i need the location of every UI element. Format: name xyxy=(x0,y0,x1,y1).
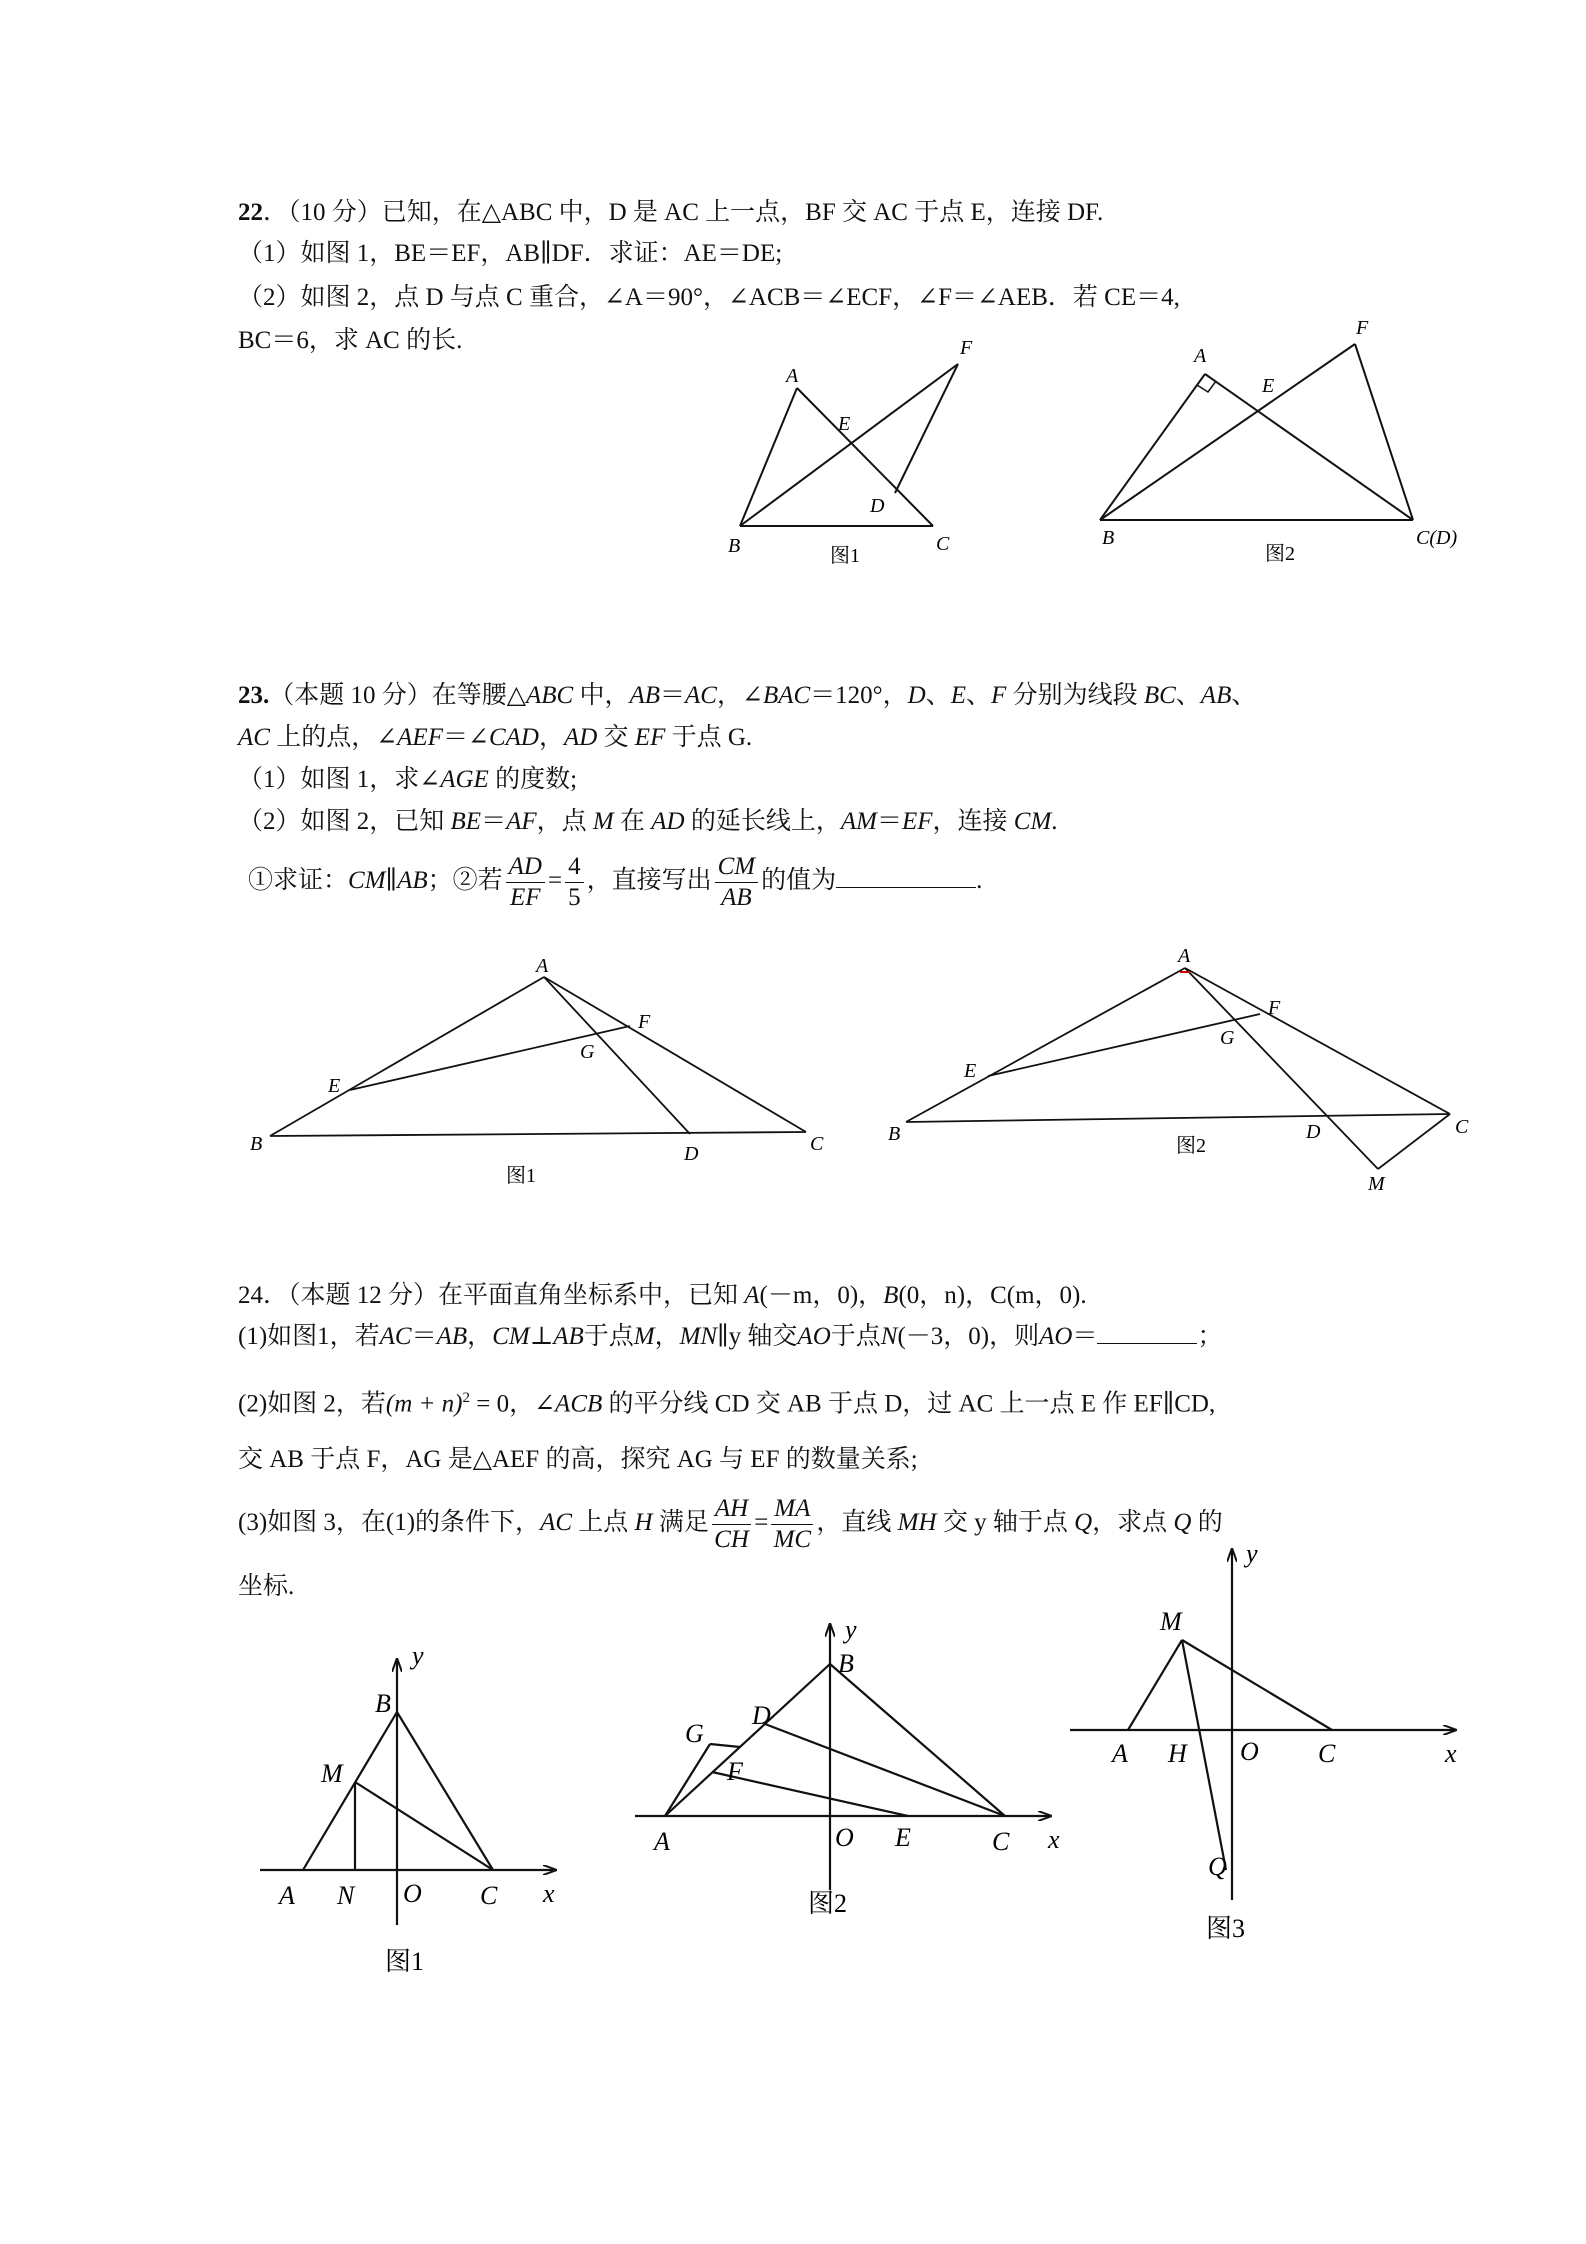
point-B: B xyxy=(838,1649,854,1678)
point-C: C xyxy=(1455,1116,1469,1138)
figure-caption: 图2 xyxy=(808,1889,848,1918)
point-H: H xyxy=(1168,1739,1187,1768)
origin-O: O xyxy=(835,1823,854,1852)
point-E: E xyxy=(1262,375,1275,397)
answer-blank[interactable] xyxy=(836,887,976,888)
point-B: B xyxy=(888,1123,901,1145)
fraction-4-5: $\frac{4}{5}$ xyxy=(565,852,584,913)
point-A: A xyxy=(1194,345,1207,367)
axis-y-label: y xyxy=(412,1641,424,1670)
point-C: C xyxy=(992,1827,1010,1856)
q23-line2: AC 上的点，∠AEF＝∠CAD，AD 交 EF 于点 G. xyxy=(238,724,753,751)
point-C: C xyxy=(1318,1739,1336,1768)
figure-caption: 图1 xyxy=(830,545,860,567)
point-A: A xyxy=(1178,945,1191,967)
q24-heading: 24．（本题 12 分）在平面直角坐标系中，已知 A(－m，0)，B(0，n)，C(m，0). xyxy=(238,1282,1087,1309)
point-C: C xyxy=(480,1881,498,1910)
q23-part1: （1）如图 1，求∠AGE 的度数; xyxy=(238,766,578,793)
point-A: A xyxy=(654,1827,670,1856)
point-D: D xyxy=(870,495,885,517)
q23-part2-subquestions: ①求证：CM∥AB；②若 $\frac{AD}{EF}$ = $\frac{4}{5}$ ，直接写出 $\frac{CM}{AB}$ 的值为 . xyxy=(248,852,983,911)
q24-part2: (2)如图 2，若$(m + n)^2 = 0$，∠ACB 的平分线 CD 交 AB 于点 D，过 AC 上一点 E 作 EF∥CD, xyxy=(238,1390,1216,1418)
fraction-ad-ef: $\frac{AD}{EF}$ xyxy=(506,852,545,913)
axis-x-label: x xyxy=(1048,1825,1060,1854)
point-B: B xyxy=(375,1689,391,1718)
q24-figure-3 xyxy=(1060,1530,1460,1955)
figure-caption: 图2 xyxy=(1265,543,1295,565)
fraction-ah-ch: $\frac{AH}{CH}$ xyxy=(712,1494,751,1555)
fraction-ma-mc: $\frac{MA}{MC}$ xyxy=(771,1494,813,1555)
q23-figure-2 xyxy=(880,940,1500,1205)
point-D: D xyxy=(752,1701,771,1730)
figure-caption: 图2 xyxy=(1176,1135,1206,1157)
point-B: B xyxy=(1102,527,1115,549)
q24-figure-1 xyxy=(255,1640,575,1995)
origin-O: O xyxy=(403,1879,422,1908)
q22-part1: （1）如图 1，BE＝EF，AB∥DF．求证：AE＝DE; xyxy=(238,240,783,267)
axis-x-label: x xyxy=(543,1879,555,1908)
point-M: M xyxy=(321,1759,343,1788)
point-E: E xyxy=(964,1060,977,1082)
point-B: B xyxy=(250,1133,263,1155)
point-F: F xyxy=(1268,997,1281,1019)
point-N: N xyxy=(337,1881,355,1910)
point-M: M xyxy=(1368,1173,1385,1195)
q22-figure-2 xyxy=(1080,310,1480,575)
point-A: A xyxy=(536,955,549,977)
origin-O: O xyxy=(1240,1737,1259,1766)
fraction-cm-ab: $\frac{CM}{AB}$ xyxy=(715,852,759,913)
q24-part3-cont: 坐标. xyxy=(238,1573,295,1600)
point-G: G xyxy=(580,1041,595,1063)
point-F: F xyxy=(727,1757,743,1786)
point-F: F xyxy=(1356,317,1369,339)
axis-x-label: x xyxy=(1445,1739,1457,1768)
axis-y-label: y xyxy=(1246,1539,1258,1568)
q22-figure-1 xyxy=(720,330,980,585)
point-A: A xyxy=(1112,1739,1128,1768)
point-F: F xyxy=(960,337,973,359)
point-Q: Q xyxy=(1208,1852,1227,1881)
q22-part2-cont: BC＝6，求 AC 的长. xyxy=(238,327,463,354)
point-C: C xyxy=(810,1133,824,1155)
point-E: E xyxy=(328,1075,341,1097)
point-A: A xyxy=(786,365,799,387)
q23-heading: 23.（本题 10 分）在等腰△ABC 中，AB＝AC，∠BAC＝120°，D、E、F 分别为线段 BC、AB、 xyxy=(238,682,1257,709)
q23-figure-1 xyxy=(240,950,860,1195)
point-D: D xyxy=(1306,1121,1321,1143)
point-B: B xyxy=(728,535,741,557)
point-G: G xyxy=(1220,1027,1235,1049)
point-C: C xyxy=(936,533,950,555)
q24-part3: (3)如图 3，在(1)的条件下，AC 上点 H 满足 $\frac{AH}{CH}$ = $\frac{MA}{MC}$ ，直线 MH 交 y 轴于点 Q，求点 Q 的 xyxy=(238,1494,1223,1553)
axis-y-label: y xyxy=(845,1615,857,1644)
point-A: A xyxy=(279,1881,295,1910)
q24-part1: (1)如图1，若AC＝AB，CM⊥AB于点M，MN∥y 轴交AO于点N(－3，0)，则AO＝ ； xyxy=(238,1323,1223,1350)
point-D: D xyxy=(684,1143,699,1165)
point-M: M xyxy=(1160,1607,1182,1636)
q22-heading: 22．（10 分）已知，在△ABC 中，D 是 AC 上一点，BF 交 AC 于点 E，连接 DF. xyxy=(238,199,1104,226)
figure-caption: 图1 xyxy=(385,1947,425,1976)
point-G: G xyxy=(685,1719,704,1748)
q24-part2-cont: 交 AB 于点 F，AG 是△AEF 的高，探究 AG 与 EF 的数量关系; xyxy=(238,1446,918,1473)
point-C-D: C(D) xyxy=(1416,527,1458,549)
q23-part2: （2）如图 2，已知 BE＝AF，点 M 在 AD 的延长线上，AM＝EF，连接 CM. xyxy=(238,808,1058,835)
point-E: E xyxy=(838,413,851,435)
point-F: F xyxy=(638,1011,651,1033)
answer-blank[interactable] xyxy=(1097,1343,1197,1344)
point-E: E xyxy=(895,1823,911,1852)
figure-caption: 图1 xyxy=(506,1165,536,1187)
figure-caption: 图3 xyxy=(1206,1914,1246,1943)
q22-part2: （2）如图 2，点 D 与点 C 重合，∠A＝90°，∠ACB＝∠ECF，∠F＝∠AEB．若 CE＝4, xyxy=(238,284,1180,311)
q24-figure-2 xyxy=(630,1600,1080,1935)
